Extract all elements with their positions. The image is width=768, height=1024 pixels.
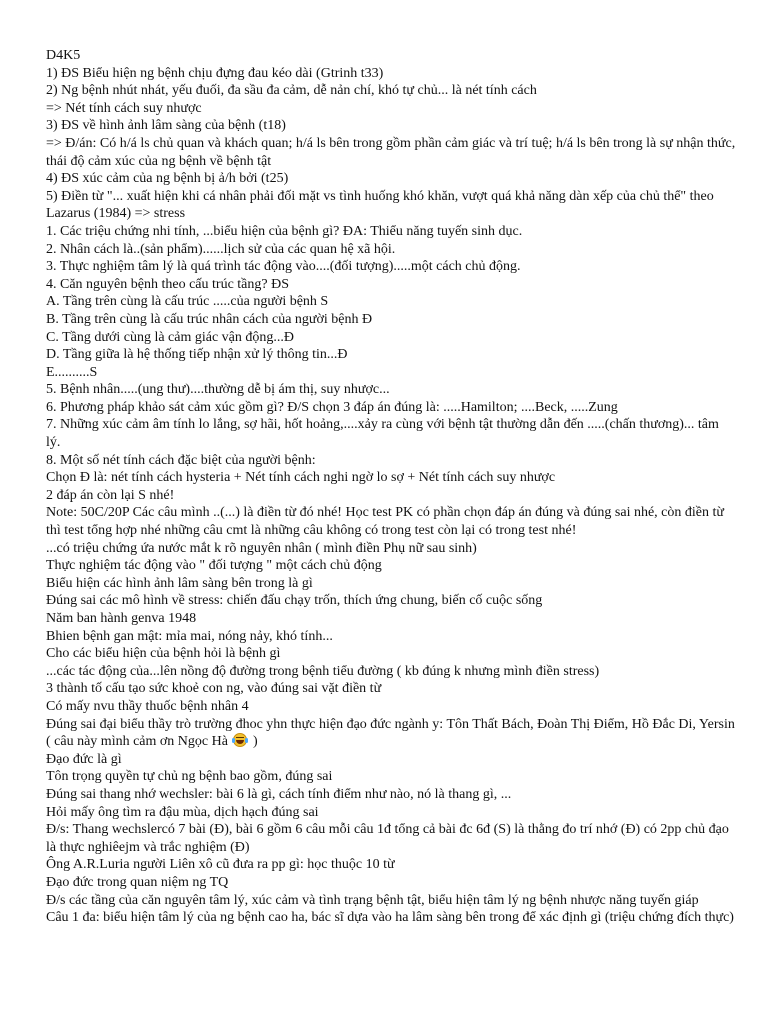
doc-line: ...có triệu chứng ứa nước mắt k rõ nguyên nhân ( mình điền Phụ nữ sau sinh) <box>46 540 477 556</box>
doc-line: 4. Căn nguyên bệnh theo cấu trúc tầng? ĐS <box>46 276 289 292</box>
doc-line: Hỏi mấy ông tìm ra đậu mùa, dịch hạch đúng sai <box>46 804 319 820</box>
doc-line-yersin-text: Đúng sai đại biểu thầy trò trường đhoc yhn thực hiện đạo đức ngành y: Tôn Thất Bách, Đoàn Thị Điểm, Hồ Đắc Di, Yersin ( câu này mình cảm ơn Ngọc Hà <box>46 716 735 750</box>
doc-line: Biểu hiện các hình ảnh lâm sàng bên trong là gì <box>46 575 313 591</box>
doc-line: Cho các biểu hiện của bệnh hỏi là bệnh gì <box>46 646 281 662</box>
doc-line: 3. Thực nghiệm tâm lý là quá trình tác động vào....(đối tượng).....một cách chủ động. <box>46 259 521 275</box>
doc-line: 8. Một số nét tính cách đặc biệt của người bệnh: <box>46 452 316 468</box>
doc-line: Đúng sai thang nhớ wechsler: bài 6 là gì, cách tính điểm như nào, nó là thang gì, ... <box>46 786 512 802</box>
doc-line: E..........S <box>46 364 98 380</box>
doc-line: 1. Các triệu chứng nhi tính, ...biểu hiện của bệnh gì? ĐA: Thiểu năng tuyến sinh dục. <box>46 223 523 239</box>
doc-line: Ông A.R.Luria người Liên xô cũ đưa ra pp gì: học thuộc 10 từ <box>46 857 395 873</box>
doc-line: 6. Phương pháp khảo sát cảm xúc gồm gì? Đ/S chọn 3 đáp án đúng là: .....Hamilton; ....Beck, .....Zung <box>46 399 618 415</box>
document-body <box>46 47 736 927</box>
laughing-emoji-icon <box>233 733 247 747</box>
doc-line: 2. Nhân cách là..(sản phẩm)......lịch sử của các quan hệ xã hội. <box>46 241 396 257</box>
doc-line: 2 đáp án còn lại S nhé! <box>46 487 175 503</box>
doc-line: A. Tầng trên cùng là cấu trúc .....của người bệnh S <box>46 294 329 310</box>
doc-line: 5. Bệnh nhân.....(ung thư)....thường dễ bị ám thị, suy nhược... <box>46 382 390 398</box>
doc-line: Đúng sai các mô hình về stress: chiến đấu chạy trốn, thích ứng chung, biến cố cuộc sống <box>46 593 543 609</box>
doc-line: 4) ĐS xúc cảm của ng bệnh bị ả/h bởi (t25) <box>46 171 289 187</box>
doc-line: Có mấy nvu thầy thuốc bệnh nhân 4 <box>46 698 249 714</box>
doc-line: Chọn Đ là: nét tính cách hysteria + Nét tính cách nghi ngờ lo sợ + Nét tính cách suy nhược <box>46 470 556 486</box>
doc-line: 3) ĐS về hình ảnh lâm sàng của bệnh (t18) <box>46 118 286 134</box>
doc-line: Bhien bệnh gan mật: mỉa mai, nóng nảy, khó tính... <box>46 628 333 644</box>
doc-line-yersin-tail: ) <box>249 734 258 750</box>
doc-line: Đ/s: Thang wechslercó 7 bài (Đ), bài 6 gồm 6 câu mỗi câu 1đ tổng cả bài đc 6đ (S) là thằng đo trí nhớ (Đ) có 2pp chủ đạo là thực nghiêejm và trắc nghiệm (Đ) <box>46 822 729 855</box>
doc-line: Đạo đức trong quan niệm ng TQ <box>46 874 229 890</box>
doc-line: 3 thành tố cấu tạo sức khoẻ con ng, vào đúng sai vặt điền từ <box>46 681 382 697</box>
doc-line: D. Tầng giữa là hệ thống tiếp nhận xử lý thông tin...Đ <box>46 347 348 363</box>
doc-line: 1) ĐS Biểu hiện ng bệnh chịu đựng đau kéo dài (Gtrinh t33) <box>46 65 384 81</box>
doc-line: Câu 1 đa: biểu hiện tâm lý của ng bệnh cao ha, bác sĩ dựa vào ha lâm sàng bên trong để xác định gì (triệu chứng đích thực) <box>46 910 734 926</box>
doc-line: Đ/s các tầng của căn nguyên tâm lý, xúc cảm và tình trạng bệnh tật, biểu hiện tâm lý ng bệnh nhược năng tuyến giáp <box>46 892 699 908</box>
doc-line: Tôn trọng quyền tự chủ ng bệnh bao gồm, đúng sai <box>46 769 333 785</box>
doc-line: C. Tầng dưới cùng là cảm giác vận động...Đ <box>46 329 295 345</box>
doc-line: Năm ban hành genva 1948 <box>46 611 197 626</box>
doc-line: 5) Điền từ "... xuất hiện khi cá nhân phải đối mặt vs tình huống khó khăn, vượt quá khả năng dàn xếp của chủ thể" theo Lazarus (1984) => stress <box>46 188 714 222</box>
doc-line: D4K5 <box>46 48 81 63</box>
doc-line: 2) Ng bệnh nhút nhát, yếu đuối, đa sầu đa cảm, dễ nản chí, khó tự chủ... là nét tính cách <box>46 83 537 99</box>
doc-line: Đạo đức là gì <box>46 751 122 767</box>
doc-line: => Đ/án: Có h/á ls chủ quan và khách quan; h/á ls bên trong gồm phần cảm giác và trí tuệ; h/á ls bên trong là sự nhận thức, thái độ cảm xúc của ng bệnh về bệnh tật <box>46 135 736 169</box>
doc-line: B. Tầng trên cùng là cấu trúc nhân cách của người bệnh Đ <box>46 311 373 327</box>
doc-line: => Nét tính cách suy nhược <box>46 100 202 116</box>
doc-line-yersin <box>46 716 736 751</box>
doc-line: 7. Những xúc cảm âm tính lo lắng, sợ hãi, hốt hoảng,....xảy ra cùng với bệnh tật thường dẫn đến .....(chấn thương)... tâm lý. <box>46 417 719 451</box>
doc-line: Thực nghiệm tác động vào " đối tượng " một cách chủ động <box>46 558 382 574</box>
doc-line: Note: 50C/20P Các câu mình ..(...) là điền từ đó nhé! Học test PK có phần chọn đáp án đúng và đúng sai nhé, còn điền từ thì test tổng hợp nhé những câu cmt là những câu không có trong test còn lại có trong test nhé! <box>46 505 724 539</box>
doc-line: ...các tác động của...lên nồng độ đường trong bệnh tiểu đường ( kb đúng k nhưng mình điền stress) <box>46 663 600 679</box>
